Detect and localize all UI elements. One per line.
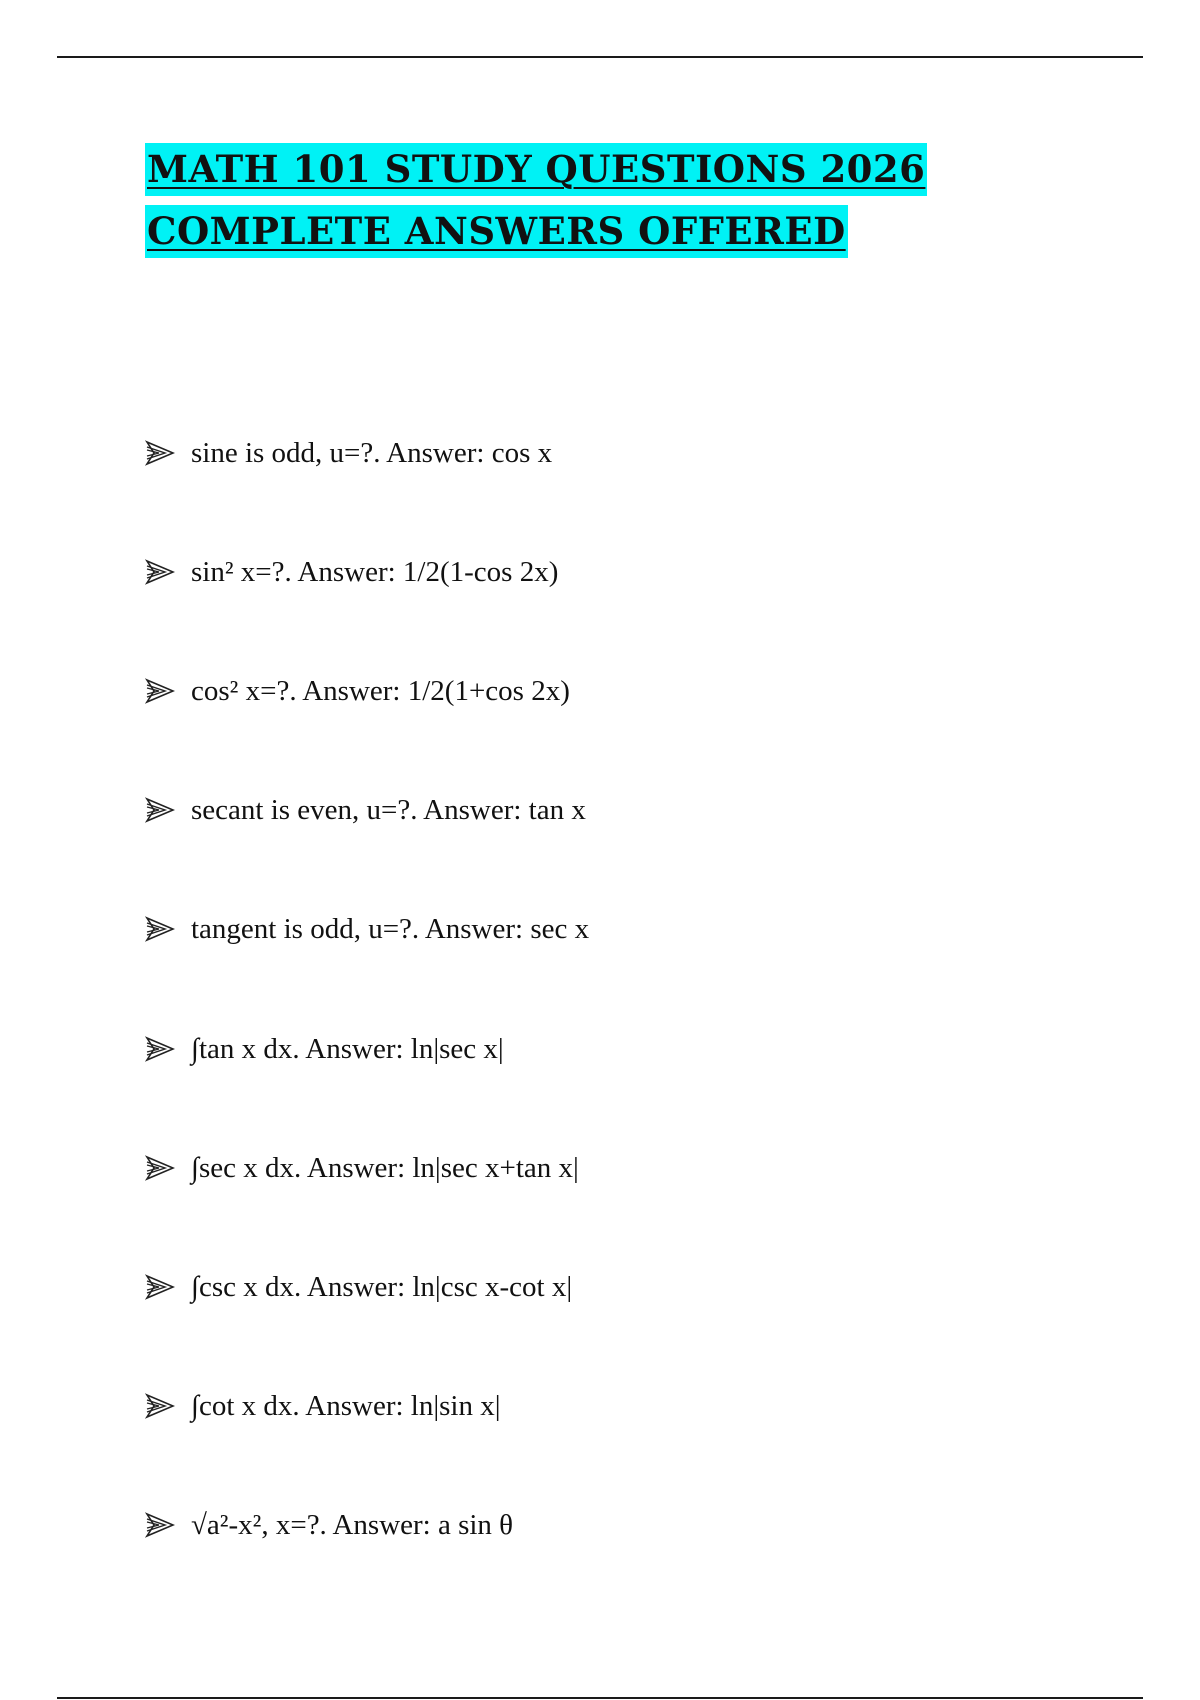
qa-text: sin² x=?. Answer: 1/2(1-cos 2x) <box>191 555 559 588</box>
qa-item <box>145 1227 589 1346</box>
arrowhead-bullet-icon <box>145 1153 175 1183</box>
qa-text: cos² x=?. Answer: 1/2(1+cos 2x) <box>191 674 570 707</box>
qa-item <box>145 751 589 870</box>
title-line-1: MATH 101 STUDY QUESTIONS 2026 <box>145 143 927 196</box>
arrowhead-bullet-icon <box>145 1034 175 1064</box>
qa-item <box>145 512 589 631</box>
arrowhead-bullet-icon <box>145 1272 175 1302</box>
qa-item <box>145 1108 589 1227</box>
qa-item <box>145 1347 589 1466</box>
title-line-2: COMPLETE ANSWERS OFFERED <box>145 205 848 258</box>
arrowhead-bullet-icon <box>145 1510 175 1540</box>
qa-text: ∫csc x dx. Answer: ln|csc x-cot x| <box>191 1270 573 1303</box>
arrowhead-bullet-icon <box>145 795 175 825</box>
qa-item <box>145 989 589 1108</box>
arrowhead-bullet-icon <box>145 676 175 706</box>
qa-list <box>145 393 589 1585</box>
qa-item <box>145 1466 589 1585</box>
qa-text: √a²-x², x=?. Answer: a sin θ <box>191 1509 514 1542</box>
qa-item <box>145 870 589 989</box>
qa-text: secant is even, u=?. Answer: tan x <box>191 794 586 827</box>
header-rule <box>57 56 1143 58</box>
arrowhead-bullet-icon <box>145 557 175 587</box>
qa-text: ∫cot x dx. Answer: ln|sin x| <box>191 1390 501 1423</box>
arrowhead-bullet-icon <box>145 438 175 468</box>
arrowhead-bullet-icon <box>145 1391 175 1421</box>
qa-item <box>145 393 589 512</box>
qa-text: sine is odd, u=?. Answer: cos x <box>191 436 553 469</box>
footer-rule <box>57 1697 1143 1699</box>
qa-text: tangent is odd, u=?. Answer: sec x <box>191 913 590 946</box>
qa-text: ∫sec x dx. Answer: ln|sec x+tan x| <box>191 1151 579 1184</box>
document-title <box>145 143 927 267</box>
qa-item <box>145 631 589 750</box>
qa-text: ∫tan x dx. Answer: ln|sec x| <box>191 1032 504 1065</box>
arrowhead-bullet-icon <box>145 914 175 944</box>
